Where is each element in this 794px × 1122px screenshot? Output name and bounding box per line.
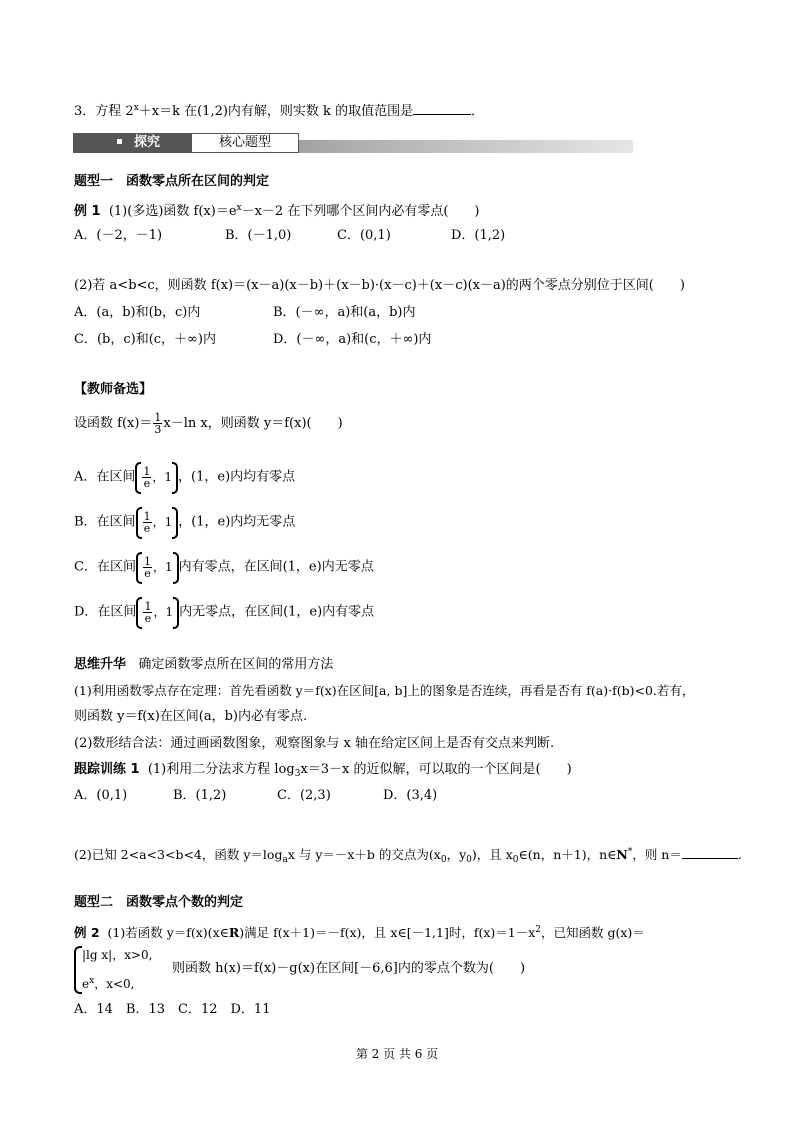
summary-heading: 思维升华 确定函数零点所在区间的常用方法 [74, 657, 334, 672]
banner-explore: 探究 [73, 133, 191, 153]
teacher-option-d: D．在区间 $\frac{1}{e}$ ，1 内无零点，在区间(1，e)内有零点 [74, 595, 374, 630]
follow1-q1-option-d: D．(3,4) [383, 788, 438, 803]
follow1-q1-option-c: C．(2,3) [277, 788, 331, 803]
follow1-q1-option-b: B．(1,2) [173, 788, 227, 803]
teacher-stem: 设函数 f(x)＝ $\frac{1}{3}$ x－ln x，则函数 y＝f(x)( ) [74, 411, 343, 436]
answer-blank [413, 102, 471, 115]
follow1-q1-option-a: A．(0,1) [74, 788, 128, 803]
teacher-option-c: C．在区间 $\frac{1}{e}$ ，1 内有零点，在区间(1，e)内无零点 [74, 550, 374, 585]
section-banner [73, 133, 633, 153]
teacher-option-a: A．在区间 $\frac{1}{e}$ ，1 ，(1，e)内均有零点 [74, 460, 295, 495]
example2-options: A．14 B．13 C．12 D．11 [74, 1002, 271, 1017]
ex1-q2-option-a: A．(a，b)和(b，c)内 [74, 305, 201, 320]
summary-line-2: 则函数 y＝f(x)在区间(a，b)内必有零点. [74, 709, 308, 724]
example1-q2: (2)若 a<b<c，则函数 f(x)＝(x－a)(x－b)＋(x－b)·(x－c)＋(x－c)(x－a)的两个零点分别位于区间( ) [74, 278, 685, 293]
interval-1e-1: $\frac{1}{e}$ ，1 [135, 460, 178, 494]
ex1-q2-option-d: D．(－∞，a)和(c，＋∞)内 [273, 332, 432, 347]
example2-question-tail: 则函数 h(x)＝f(x)－g(x)在区间[－6,6]内的零点个数为( ) [172, 961, 526, 976]
question-3: 3．方程 $2^x+x=k$ 在(1,2)内有解，则实数 k 的取值范围是 ． [74, 103, 485, 119]
ex1-q1-option-b: B．(－1,0) [225, 228, 292, 243]
summary-line-1: (1)利用函数零点存在定理：首先看函数 y＝f(x)在区间[a, b]上的图象是否连续，再看是否有 f(a)·f(b)<0.若有， [74, 683, 695, 698]
ex1-q2-option-b: B．(－∞，a)和(a，b)内 [273, 305, 416, 320]
example1-q1: 例 1 (1)(多选)函数 $f(x)=e^x-x-2$ 在下列哪个区间内必有零点( ) [74, 203, 480, 219]
interval-1e-1: $\frac{1}{e}$ ，1 [136, 505, 179, 539]
interval-1e-1: $\frac{1}{e}$ ，1 [136, 550, 179, 584]
type1-title: 题型一 函数零点所在区间的判定 [74, 174, 270, 189]
interval-1e-1: $\frac{1}{e}$ ，1 [136, 595, 179, 629]
summary-line-3: (2)数形结合法：通过画函数图象，观察图象与 x 轴在给定区间上是否有交点来判断. [74, 736, 555, 751]
teacher-option-b: B．在区间 $\frac{1}{e}$ ，1 ，(1，e)内均无零点 [74, 505, 295, 540]
follow1-q2: (2)已知 2<a<3<b<4，函数 $y=\log_ax$ 与 y＝－x＋b 的交点为($x_0$，$y_0$)，且 $x_0\in(n$，n＋1)，n∈N*，则 n＝ . [74, 847, 742, 865]
page-footer: 第 2 页 共 6 页 [355, 1047, 439, 1061]
answer-blank [682, 846, 738, 859]
banner-core-types: 核心题型 [191, 133, 299, 153]
fraction-one-third: $\frac{1}{3}$ [154, 411, 162, 436]
ex1-q1-option-d: D．(1,2) [451, 228, 506, 243]
teacher-title: 【教师备选】 [74, 382, 153, 397]
example2-q1: 例 2 (1)若函数 y＝f(x)(x∈R)满足 f(x＋1)＝－f(x)，且 x∈[－1,1]时，$f(x)=1-x^2$，已知函数 g(x)＝ [74, 925, 645, 940]
follow1-q1: 跟踪训练 1 (1)利用二分法求方程 $\log_3x=3-x$ 的近似解，可以取的一个区间是( ) [74, 762, 572, 779]
type2-title: 题型二 函数零点个数的判定 [74, 895, 244, 910]
ex1-q1-option-c: C．(0,1) [337, 228, 391, 243]
ex1-q2-option-c: C．(b，c)和(c，＋∞)内 [74, 332, 216, 347]
ex1-q1-option-a: A．(－2，－1) [74, 228, 163, 243]
piecewise-line-1: |lg x|，x>0, [82, 948, 153, 962]
piecewise-brace [74, 946, 82, 994]
square-bullet-icon [117, 139, 122, 144]
piecewise-line-2: $e^x$，x<0, [82, 976, 135, 991]
